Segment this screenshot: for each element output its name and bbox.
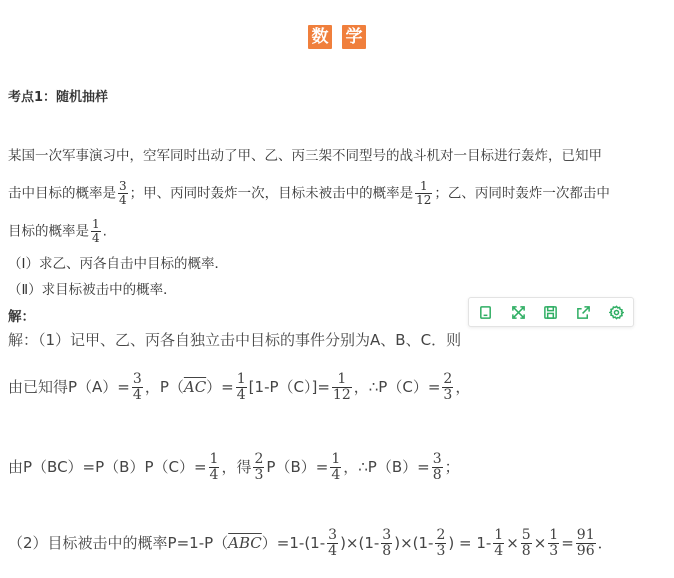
- text-segment: 4: [132, 387, 142, 403]
- fraction: [118, 180, 128, 207]
- text-segment: )×(1-: [340, 534, 380, 552]
- text-segment: 3: [443, 387, 453, 403]
- settings-icon: [609, 305, 624, 320]
- image-toolbar: [468, 297, 634, 327]
- text-segment: 由已知得P（A）=: [8, 378, 130, 396]
- text-segment: 5: [521, 527, 531, 543]
- fraction: [435, 528, 446, 559]
- text-segment: 4: [494, 543, 504, 559]
- expand-icon: [511, 305, 526, 320]
- share-button[interactable]: [575, 303, 593, 321]
- text-segment: ，∴P（B）=: [343, 458, 430, 476]
- text-segment: ，得: [221, 458, 252, 476]
- question-2: （Ⅱ）求目标被击中的概率．: [8, 282, 177, 298]
- section-heading: 考点1：随机抽样: [8, 90, 109, 105]
- text-segment: 2: [436, 527, 446, 543]
- text-segment: 击中目标的概率是: [8, 185, 116, 202]
- text-segment: 3: [432, 451, 442, 467]
- bookmark-icon: [478, 305, 493, 320]
- title-char-2: 学: [342, 25, 366, 49]
- text-segment: 12: [416, 193, 432, 207]
- bookmark-button[interactable]: [476, 303, 494, 321]
- text-segment: )×(1-: [394, 534, 434, 552]
- fraction: [521, 528, 532, 559]
- settings-button[interactable]: [608, 303, 626, 321]
- text-segment: 8: [521, 543, 531, 559]
- text-segment: ，P（: [144, 378, 184, 396]
- text-segment: （2）目标被击中的概率P=1-P（: [8, 534, 229, 552]
- solution-label: 解：: [8, 309, 35, 325]
- text-segment: 3: [119, 179, 127, 193]
- fraction: [236, 372, 247, 403]
- fraction: [91, 218, 101, 245]
- text-segment: 8: [382, 543, 392, 559]
- text-segment: 91: [576, 527, 595, 543]
- text-segment: .: [102, 223, 107, 240]
- problem-line-3: [8, 218, 107, 245]
- fraction: [327, 528, 338, 559]
- text-segment: ×: [506, 534, 519, 552]
- text-segment: 1: [494, 527, 504, 543]
- text-segment: 2: [254, 451, 264, 467]
- problem-line-1: 某国一次军事演习中，空军同时出动了甲、乙、丙三架不同型号的战斗机对一目标进行轰炸，已知甲: [8, 148, 602, 164]
- text-segment: 4: [331, 467, 341, 483]
- text-segment: ；乙、丙同时轰炸一次都击中: [434, 185, 610, 202]
- text-segment: ）=: [206, 378, 234, 396]
- text-segment: 由P（BC）=P（B）P（C）=: [8, 458, 207, 476]
- solution-line-2: [8, 372, 470, 403]
- text-segment: 3: [436, 543, 446, 559]
- fraction: [576, 528, 596, 559]
- text-segment: ×: [533, 534, 547, 552]
- text-segment: 1: [332, 372, 352, 388]
- text-segment: 4: [119, 193, 127, 207]
- text-segment: =: [561, 534, 574, 552]
- text-segment: ；: [444, 458, 460, 476]
- text-segment: 目标的概率是: [8, 223, 89, 240]
- text-segment: ) = 1-: [448, 534, 492, 552]
- text-segment: 12: [332, 387, 351, 403]
- text-segment: 4: [92, 231, 100, 245]
- solution-line-3: [8, 452, 460, 483]
- question-1: （Ⅰ）求乙、丙各自击中目标的概率．: [8, 256, 228, 272]
- text-segment: [1-P（C）]=: [248, 378, 330, 396]
- fraction: [253, 452, 264, 483]
- solution-line-1: 解：（1）记甲、乙、丙各自独立击中目标的事件分别为A、B、C．则: [8, 331, 462, 349]
- text-segment: 1: [209, 451, 219, 467]
- fraction: [209, 452, 220, 483]
- fraction: [432, 452, 443, 483]
- fraction: [132, 372, 143, 403]
- text-segment: 1: [331, 451, 341, 467]
- text-segment: P（B）=: [266, 458, 329, 476]
- save-icon: [543, 305, 558, 320]
- problem-line-2: [8, 180, 610, 207]
- title-char-1: 数: [308, 25, 332, 49]
- fraction: [548, 528, 559, 559]
- text-segment: $\overline{ABC}$: [228, 534, 262, 552]
- expand-button[interactable]: [509, 303, 527, 321]
- text-segment: $\overline{AC}$: [183, 378, 207, 396]
- save-button[interactable]: [542, 303, 560, 321]
- share-icon: [576, 305, 591, 320]
- text-segment: 4: [236, 387, 246, 403]
- fraction: [442, 372, 453, 403]
- text-segment: 96: [576, 543, 595, 559]
- text-segment: ）=1-(1-: [261, 534, 326, 552]
- text-segment: 8: [432, 467, 442, 483]
- text-segment: 3: [254, 467, 264, 483]
- solution-line-4: [8, 528, 613, 559]
- text-segment: ，∴P（C）=: [353, 378, 441, 396]
- text-segment: 3: [382, 527, 392, 543]
- text-segment: ．: [597, 534, 613, 552]
- fraction: [381, 528, 392, 559]
- fraction: [332, 372, 352, 403]
- text-segment: ，: [455, 378, 471, 396]
- text-segment: 1: [236, 371, 246, 387]
- fraction: [330, 452, 341, 483]
- page-title: [0, 25, 674, 49]
- text-segment: 1: [92, 217, 100, 231]
- fraction: [493, 528, 504, 559]
- text-segment: 3: [132, 371, 142, 387]
- text-segment: 1: [415, 180, 432, 194]
- text-segment: 4: [209, 467, 219, 483]
- text-segment: ；甲、丙同时轰炸一次，目标未被击中的概率是: [129, 185, 414, 202]
- text-segment: 2: [443, 371, 453, 387]
- text-segment: 3: [549, 543, 559, 559]
- text-segment: 3: [328, 527, 338, 543]
- fraction: [415, 180, 432, 207]
- text-segment: 1: [549, 527, 559, 543]
- text-segment: 4: [328, 543, 338, 559]
